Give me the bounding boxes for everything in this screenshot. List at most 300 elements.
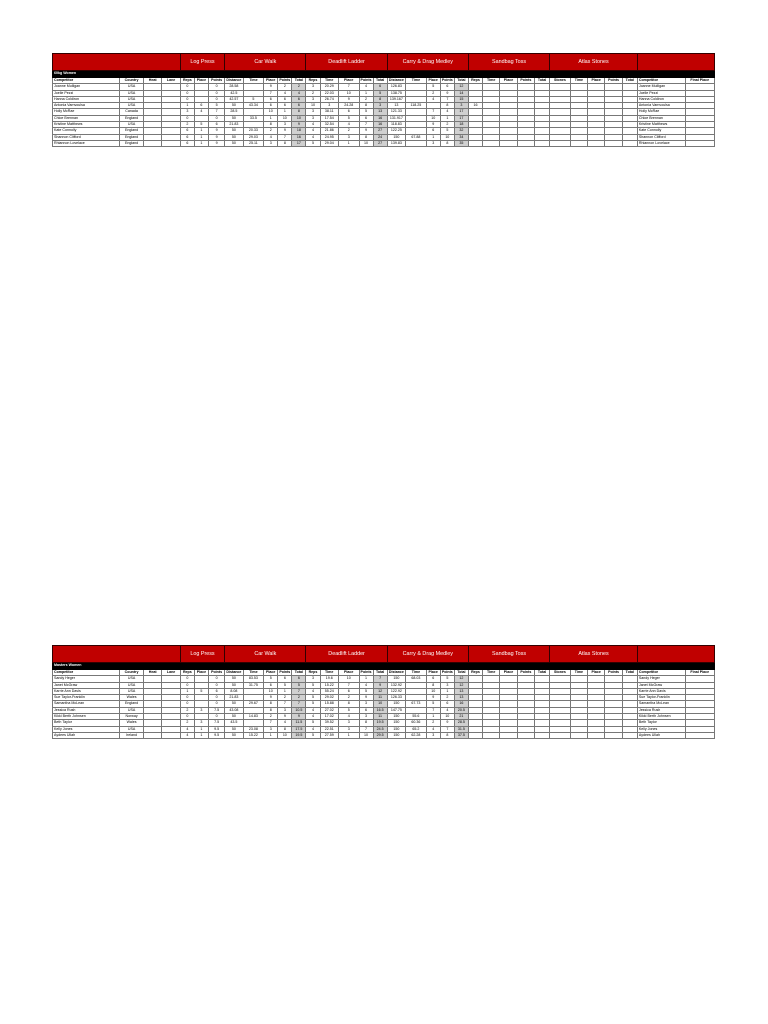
score-cell: 5 bbox=[264, 676, 278, 682]
empty-cell bbox=[517, 732, 534, 738]
score-cell: 150 bbox=[387, 701, 405, 707]
score-cell: England bbox=[120, 134, 144, 140]
empty-cell bbox=[483, 732, 500, 738]
score-cell: 5 bbox=[243, 96, 264, 102]
score-cell: 7 bbox=[373, 676, 387, 682]
results-sheet-60kg-women bbox=[52, 53, 715, 147]
score-cell: USA bbox=[120, 726, 144, 732]
score-cell: 6 bbox=[338, 688, 359, 694]
column-header: Country bbox=[120, 670, 144, 676]
column-header: Time bbox=[243, 78, 264, 84]
score-cell: 7 bbox=[208, 109, 224, 115]
score-cell: 28.5 bbox=[225, 109, 243, 115]
competitor-name: Chloe Brennan bbox=[53, 115, 120, 121]
score-cell: 0 bbox=[208, 90, 224, 96]
score-cell: 50 bbox=[225, 115, 243, 121]
score-cell: 1 bbox=[440, 115, 454, 121]
score-cell: 10 bbox=[278, 732, 292, 738]
column-header: Time bbox=[483, 78, 500, 84]
score-cell: 42.57 bbox=[225, 96, 243, 102]
column-header: Reps bbox=[468, 670, 482, 676]
competitor-name-repeat: Beth Taylor bbox=[637, 720, 685, 726]
score-cell: 29.02 bbox=[320, 695, 338, 701]
score-cell: 21.83 bbox=[225, 122, 243, 128]
score-cell: 0 bbox=[180, 90, 194, 96]
score-cell: 3 bbox=[180, 109, 194, 115]
score-cell: 7 bbox=[359, 122, 373, 128]
score-cell: 7 bbox=[440, 96, 454, 102]
score-cell: 21 bbox=[454, 714, 468, 720]
score-cell: 122.25 bbox=[387, 128, 405, 134]
score-cell: 8 bbox=[426, 682, 440, 688]
event-header: Carry & Drag Medley bbox=[387, 54, 468, 71]
competitor-name-repeat: Kikki Berth Johnsen bbox=[637, 714, 685, 720]
score-cell: 23.08 bbox=[243, 726, 264, 732]
column-header: Total bbox=[292, 670, 306, 676]
score-cell: 29.03 bbox=[243, 134, 264, 140]
empty-cell bbox=[500, 732, 517, 738]
score-cell: 1 bbox=[194, 134, 208, 140]
score-cell: 17.5 bbox=[292, 726, 306, 732]
column-header: Reps bbox=[180, 670, 194, 676]
empty-cell bbox=[622, 140, 637, 146]
score-cell: 5 bbox=[306, 140, 320, 146]
empty-cell bbox=[468, 140, 482, 146]
event-header-blank bbox=[53, 54, 181, 71]
score-cell: 9 bbox=[208, 140, 224, 146]
column-header: Distance bbox=[226, 78, 242, 82]
score-cell: 4 bbox=[426, 726, 440, 732]
column-header: Points bbox=[208, 78, 224, 84]
score-cell: 4 bbox=[306, 122, 320, 128]
category-label: Masters Women bbox=[53, 663, 715, 670]
score-cell: 6 bbox=[208, 688, 224, 694]
score-cell: 5 bbox=[306, 732, 320, 738]
column-header: Place bbox=[194, 78, 208, 84]
score-cell: 83.53 bbox=[243, 676, 264, 682]
score-cell: 118.25 bbox=[406, 103, 427, 109]
competitor-name: Rhiannon Lovelace bbox=[53, 140, 120, 146]
score-cell: 6 bbox=[194, 103, 208, 109]
score-cell: 1 bbox=[426, 134, 440, 140]
score-cell: 6 bbox=[180, 128, 194, 134]
score-cell: 2 bbox=[180, 122, 194, 128]
score-cell: 12 bbox=[454, 682, 468, 688]
score-cell: 50 bbox=[225, 134, 243, 140]
score-cell: 6 bbox=[292, 96, 306, 102]
score-cell: 8 bbox=[440, 103, 454, 109]
column-header: Place bbox=[500, 78, 517, 84]
score-cell: 7 bbox=[292, 701, 306, 707]
score-cell: 5 bbox=[194, 688, 208, 694]
column-header: Points bbox=[441, 78, 453, 82]
score-cell: 5 bbox=[426, 701, 440, 707]
column-header: Points bbox=[279, 78, 291, 82]
score-cell: 20.5 bbox=[454, 707, 468, 713]
score-cell: 28.58 bbox=[225, 84, 243, 90]
score-cell: 5 bbox=[306, 682, 320, 688]
score-cell: 27.02 bbox=[320, 707, 338, 713]
competitor-name-repeat: Shannon Clifford bbox=[637, 134, 685, 140]
score-cell: 62.28 bbox=[406, 732, 427, 738]
score-cell: 3 bbox=[320, 103, 338, 109]
table-row bbox=[53, 140, 715, 146]
score-cell: 6 bbox=[440, 701, 454, 707]
column-header: Reps bbox=[180, 78, 194, 84]
score-cell: 9 bbox=[292, 122, 306, 128]
score-cell: 6 bbox=[278, 676, 292, 682]
score-cell: 10 bbox=[426, 688, 440, 694]
score-cell: 29.04 bbox=[320, 140, 338, 146]
score-cell: 15.22 bbox=[243, 732, 264, 738]
score-cell: 6 bbox=[264, 96, 278, 102]
event-header: Atlas Stones bbox=[550, 646, 638, 663]
score-cell: 6 bbox=[292, 676, 306, 682]
score-cell: 126.33 bbox=[387, 695, 405, 701]
score-cell: 5 bbox=[359, 109, 373, 115]
column-header: Heat bbox=[143, 78, 161, 84]
score-cell: 12 bbox=[454, 676, 468, 682]
competitor-name: Sue Taylor-Franklin bbox=[53, 695, 120, 701]
column-header: Competitor bbox=[53, 670, 120, 676]
score-cell: 50 bbox=[225, 128, 243, 134]
score-cell: Wales bbox=[120, 695, 144, 701]
score-cell: 1 bbox=[194, 726, 208, 732]
score-cell bbox=[406, 140, 427, 146]
score-cell: 9 bbox=[278, 128, 292, 134]
score-cell: 7 bbox=[264, 90, 278, 96]
column-header: Place bbox=[426, 78, 440, 84]
score-cell: 118.83 bbox=[387, 122, 405, 128]
column-header: Total bbox=[373, 670, 387, 676]
score-cell: 16.5 bbox=[373, 707, 387, 713]
score-cell: 22.03 bbox=[320, 90, 338, 96]
score-cell: 7 bbox=[292, 688, 306, 694]
score-cell: 6 bbox=[359, 115, 373, 121]
score-cell: USA bbox=[120, 688, 144, 694]
column-header: Time bbox=[406, 78, 427, 84]
score-cell: 22.51 bbox=[320, 726, 338, 732]
score-cell: 10 bbox=[306, 103, 320, 109]
score-cell: 2 bbox=[426, 90, 440, 96]
score-cell: 8 bbox=[264, 707, 278, 713]
score-cell: 147.75 bbox=[387, 707, 405, 713]
score-cell: 67.73 bbox=[406, 701, 427, 707]
score-cell: 11.5 bbox=[292, 720, 306, 726]
column-header: Total bbox=[622, 670, 637, 676]
score-cell: 50 bbox=[225, 726, 243, 732]
score-cell: England bbox=[120, 701, 144, 707]
score-cell: 2 bbox=[264, 714, 278, 720]
score-cell: 8 bbox=[359, 134, 373, 140]
column-header: Distance bbox=[388, 78, 404, 82]
score-cell: 1 bbox=[278, 109, 292, 115]
score-cell: 4 bbox=[292, 90, 306, 96]
score-cell: 3 bbox=[440, 682, 454, 688]
score-cell: 8 bbox=[292, 109, 306, 115]
score-cell: 0 bbox=[208, 676, 224, 682]
score-cell: 13 bbox=[387, 103, 405, 109]
competitor-name: Joelle Pezzi bbox=[53, 90, 120, 96]
competitor-name-repeat: Sandy Heger bbox=[637, 676, 685, 682]
score-cell: 14 bbox=[454, 90, 468, 96]
score-cell: 4 bbox=[180, 732, 194, 738]
score-cell: 4 bbox=[194, 109, 208, 115]
score-cell: 20.33 bbox=[243, 128, 264, 134]
score-cell: 10 bbox=[264, 109, 278, 115]
score-cell: 126.83 bbox=[387, 84, 405, 90]
score-cell: 4 bbox=[180, 726, 194, 732]
score-cell: 2 bbox=[278, 695, 292, 701]
score-cell: 6 bbox=[264, 682, 278, 688]
score-cell: USA bbox=[120, 676, 144, 682]
score-cell: 9 bbox=[426, 695, 440, 701]
score-cell: 16 bbox=[468, 103, 482, 109]
score-cell: Canada bbox=[120, 109, 144, 115]
empty-cell bbox=[535, 140, 550, 146]
column-header: Points bbox=[517, 670, 534, 676]
column-header: Total bbox=[454, 78, 468, 84]
column-header: Time bbox=[320, 78, 338, 84]
score-cell: 4 bbox=[306, 726, 320, 732]
score-cell: 4 bbox=[359, 682, 373, 688]
column-header: Total bbox=[292, 78, 306, 84]
score-cell: 9 bbox=[264, 84, 278, 90]
competitor-name-repeat: Karrie Ann Davis bbox=[637, 688, 685, 694]
empty-cell bbox=[685, 732, 714, 738]
column-header: Country bbox=[120, 78, 144, 84]
score-cell: 11 bbox=[373, 695, 387, 701]
competitor-name-repeat: Samantha McLean bbox=[637, 701, 685, 707]
score-cell: 3 bbox=[194, 720, 208, 726]
score-cell: USA bbox=[120, 96, 144, 102]
competitor-name: Sandy Heger bbox=[53, 676, 120, 682]
empty-cell bbox=[517, 140, 534, 146]
score-cell: USA bbox=[120, 122, 144, 128]
column-header: Total bbox=[535, 670, 550, 676]
competitor-name: Hanna Coldiron bbox=[53, 96, 120, 102]
score-cell: 1 bbox=[278, 688, 292, 694]
score-cell: 3 bbox=[278, 707, 292, 713]
score-cell: 18 bbox=[292, 128, 306, 134]
score-cell: 5 bbox=[338, 707, 359, 713]
score-cell: 3 bbox=[306, 96, 320, 102]
score-cell: 27 bbox=[373, 140, 387, 146]
competitor-name-repeat: Holly McRae bbox=[637, 109, 685, 115]
score-cell: 3 bbox=[359, 701, 373, 707]
column-header: Total bbox=[454, 670, 468, 676]
competitor-name: Karrie Ann Davis bbox=[53, 688, 120, 694]
competitor-name-repeat: Rhiannon Lovelace bbox=[637, 140, 685, 146]
score-cell: 8 bbox=[373, 96, 387, 102]
score-cell: 7.5 bbox=[208, 707, 224, 713]
score-cell: 7 bbox=[440, 726, 454, 732]
score-cell: 2 bbox=[180, 720, 194, 726]
empty-cell bbox=[550, 140, 571, 146]
score-cell: 1 bbox=[180, 103, 194, 109]
score-cell: 55.24 bbox=[320, 688, 338, 694]
score-cell: 9 bbox=[359, 128, 373, 134]
competitor-name-repeat: Sue Taylor-Franklin bbox=[637, 695, 685, 701]
column-header: Distance bbox=[226, 670, 242, 674]
column-header: Points bbox=[605, 78, 622, 84]
competitor-name-repeat: Janet McGraw bbox=[637, 682, 685, 688]
score-cell: 10 bbox=[338, 90, 359, 96]
score-cell: 13 bbox=[373, 109, 387, 115]
score-cell: 0 bbox=[180, 84, 194, 90]
score-cell: 8 bbox=[359, 103, 373, 109]
column-header: Heat bbox=[143, 670, 161, 676]
score-cell: 2 bbox=[278, 84, 292, 90]
score-cell: 9 bbox=[208, 128, 224, 134]
score-cell: 3 bbox=[264, 140, 278, 146]
score-cell: 9 bbox=[278, 714, 292, 720]
column-header: Time bbox=[483, 670, 500, 676]
score-cell: 3 bbox=[359, 714, 373, 720]
competitor-name-repeat: Joanne Mulligan bbox=[637, 84, 685, 90]
score-cell: 28.5 bbox=[454, 720, 468, 726]
score-cell: 21.86 bbox=[320, 128, 338, 134]
score-cell: 8 bbox=[338, 701, 359, 707]
event-header: Log Press bbox=[180, 54, 224, 71]
score-cell: 27 bbox=[373, 128, 387, 134]
score-cell: 3 bbox=[454, 103, 468, 109]
results-sheet-masters-women bbox=[52, 645, 715, 739]
empty-cell bbox=[483, 140, 500, 146]
score-cell: 8 bbox=[278, 140, 292, 146]
score-cell: 7 bbox=[426, 707, 440, 713]
event-header: Car Walk bbox=[225, 54, 306, 71]
score-cell: 1 bbox=[440, 688, 454, 694]
score-cell: 5 bbox=[306, 701, 320, 707]
event-header: Log Press bbox=[180, 646, 224, 663]
score-cell: 150 bbox=[387, 714, 405, 720]
score-cell: 8.08 bbox=[225, 688, 243, 694]
column-header: Competitor bbox=[637, 78, 685, 84]
competitor-name: Beth Taylor bbox=[53, 720, 120, 726]
score-cell: 9.5 bbox=[208, 726, 224, 732]
column-header: Place bbox=[588, 78, 605, 84]
event-header: Carry & Drag Medley bbox=[387, 646, 468, 663]
score-cell: 6 bbox=[426, 128, 440, 134]
competitor-name: Kelly Jones bbox=[53, 726, 120, 732]
score-cell: 2 bbox=[338, 695, 359, 701]
score-cell: 3 bbox=[338, 720, 359, 726]
score-cell: 6 bbox=[359, 707, 373, 713]
score-cell: 2 bbox=[426, 720, 440, 726]
score-cell: 8 bbox=[278, 726, 292, 732]
empty-cell bbox=[605, 140, 622, 146]
score-cell: 19.5 bbox=[292, 732, 306, 738]
score-cell: 37.5 bbox=[454, 732, 468, 738]
score-cell: 35 bbox=[454, 140, 468, 146]
category-label: 60kg Women bbox=[53, 71, 715, 78]
score-cell: 67.88 bbox=[406, 134, 427, 140]
score-cell: 50 bbox=[225, 676, 243, 682]
score-cell: 4 bbox=[440, 707, 454, 713]
score-cell: USA bbox=[120, 682, 144, 688]
competitor-name-repeat: Hanna Coldiron bbox=[637, 96, 685, 102]
score-cell: 2 bbox=[440, 122, 454, 128]
score-cell: 4 bbox=[264, 134, 278, 140]
score-cell: 6 bbox=[373, 84, 387, 90]
event-header: Sandbag Toss bbox=[468, 646, 549, 663]
category-row bbox=[53, 71, 715, 78]
score-cell: 33.5 bbox=[243, 115, 264, 121]
score-cell: 4 bbox=[278, 90, 292, 96]
score-cell: 6 bbox=[278, 96, 292, 102]
score-cell: 150 bbox=[387, 726, 405, 732]
score-cell: 3 bbox=[426, 140, 440, 146]
event-header-blank bbox=[53, 646, 181, 663]
score-cell: 6 bbox=[180, 140, 194, 146]
event-header-blank bbox=[637, 646, 714, 663]
score-cell: 26.74 bbox=[320, 96, 338, 102]
column-header: Points bbox=[279, 670, 291, 674]
score-cell: 9 bbox=[440, 720, 454, 726]
score-cell: 10 bbox=[264, 688, 278, 694]
score-cell: 0 bbox=[180, 96, 194, 102]
column-header: Lane bbox=[162, 78, 180, 84]
score-cell: 6 bbox=[338, 109, 359, 115]
competitor-name-repeat: Aydees Ullah bbox=[637, 732, 685, 738]
score-cell: 131.917 bbox=[387, 115, 405, 121]
score-cell: 138.75 bbox=[387, 90, 405, 96]
score-cell: 2 bbox=[338, 128, 359, 134]
competitor-name: Shannon Clifford bbox=[53, 134, 120, 140]
score-cell: 17.02 bbox=[320, 714, 338, 720]
column-header: Time bbox=[406, 670, 427, 676]
score-cell: 150 bbox=[387, 732, 405, 738]
score-cell: 7 bbox=[278, 134, 292, 140]
score-cell: 29.5 bbox=[373, 732, 387, 738]
column-header: Time bbox=[320, 670, 338, 676]
column-header: Points bbox=[360, 670, 372, 674]
score-cell: 7 bbox=[338, 84, 359, 90]
event-header: Atlas Stones bbox=[550, 54, 638, 71]
score-cell: 3 bbox=[306, 84, 320, 90]
score-cell: 10 bbox=[440, 714, 454, 720]
score-cell: 0 bbox=[208, 84, 224, 90]
results-table bbox=[52, 645, 715, 739]
column-header: Points bbox=[517, 78, 534, 84]
score-cell: 4 bbox=[338, 714, 359, 720]
competitor-name-repeat: Jessica Rush bbox=[637, 707, 685, 713]
empty-cell bbox=[500, 140, 517, 146]
event-header: Deadlift Ladder bbox=[306, 646, 387, 663]
score-cell: 31.5 bbox=[454, 726, 468, 732]
column-header: Place bbox=[194, 670, 208, 676]
score-cell: 17 bbox=[292, 140, 306, 146]
score-cell: 68.03 bbox=[406, 676, 427, 682]
score-cell: 65.2 bbox=[406, 726, 427, 732]
event-header-row bbox=[53, 646, 715, 663]
score-cell: 5 bbox=[306, 695, 320, 701]
column-header: Final Place bbox=[685, 670, 714, 676]
score-cell: 16 bbox=[373, 115, 387, 121]
empty-cell bbox=[588, 140, 605, 146]
score-cell bbox=[162, 732, 180, 738]
score-cell: 32 bbox=[454, 128, 468, 134]
empty-cell bbox=[535, 732, 550, 738]
score-cell: 3 bbox=[338, 134, 359, 140]
competitor-name-repeat: Antonia Varnvoulsa bbox=[637, 103, 685, 109]
score-cell: 2 bbox=[180, 707, 194, 713]
competitor-name: Kikki Berth Johnsen bbox=[53, 714, 120, 720]
score-cell: 10 bbox=[426, 115, 440, 121]
score-cell: 24.28 bbox=[338, 103, 359, 109]
score-cell: 9 bbox=[292, 714, 306, 720]
